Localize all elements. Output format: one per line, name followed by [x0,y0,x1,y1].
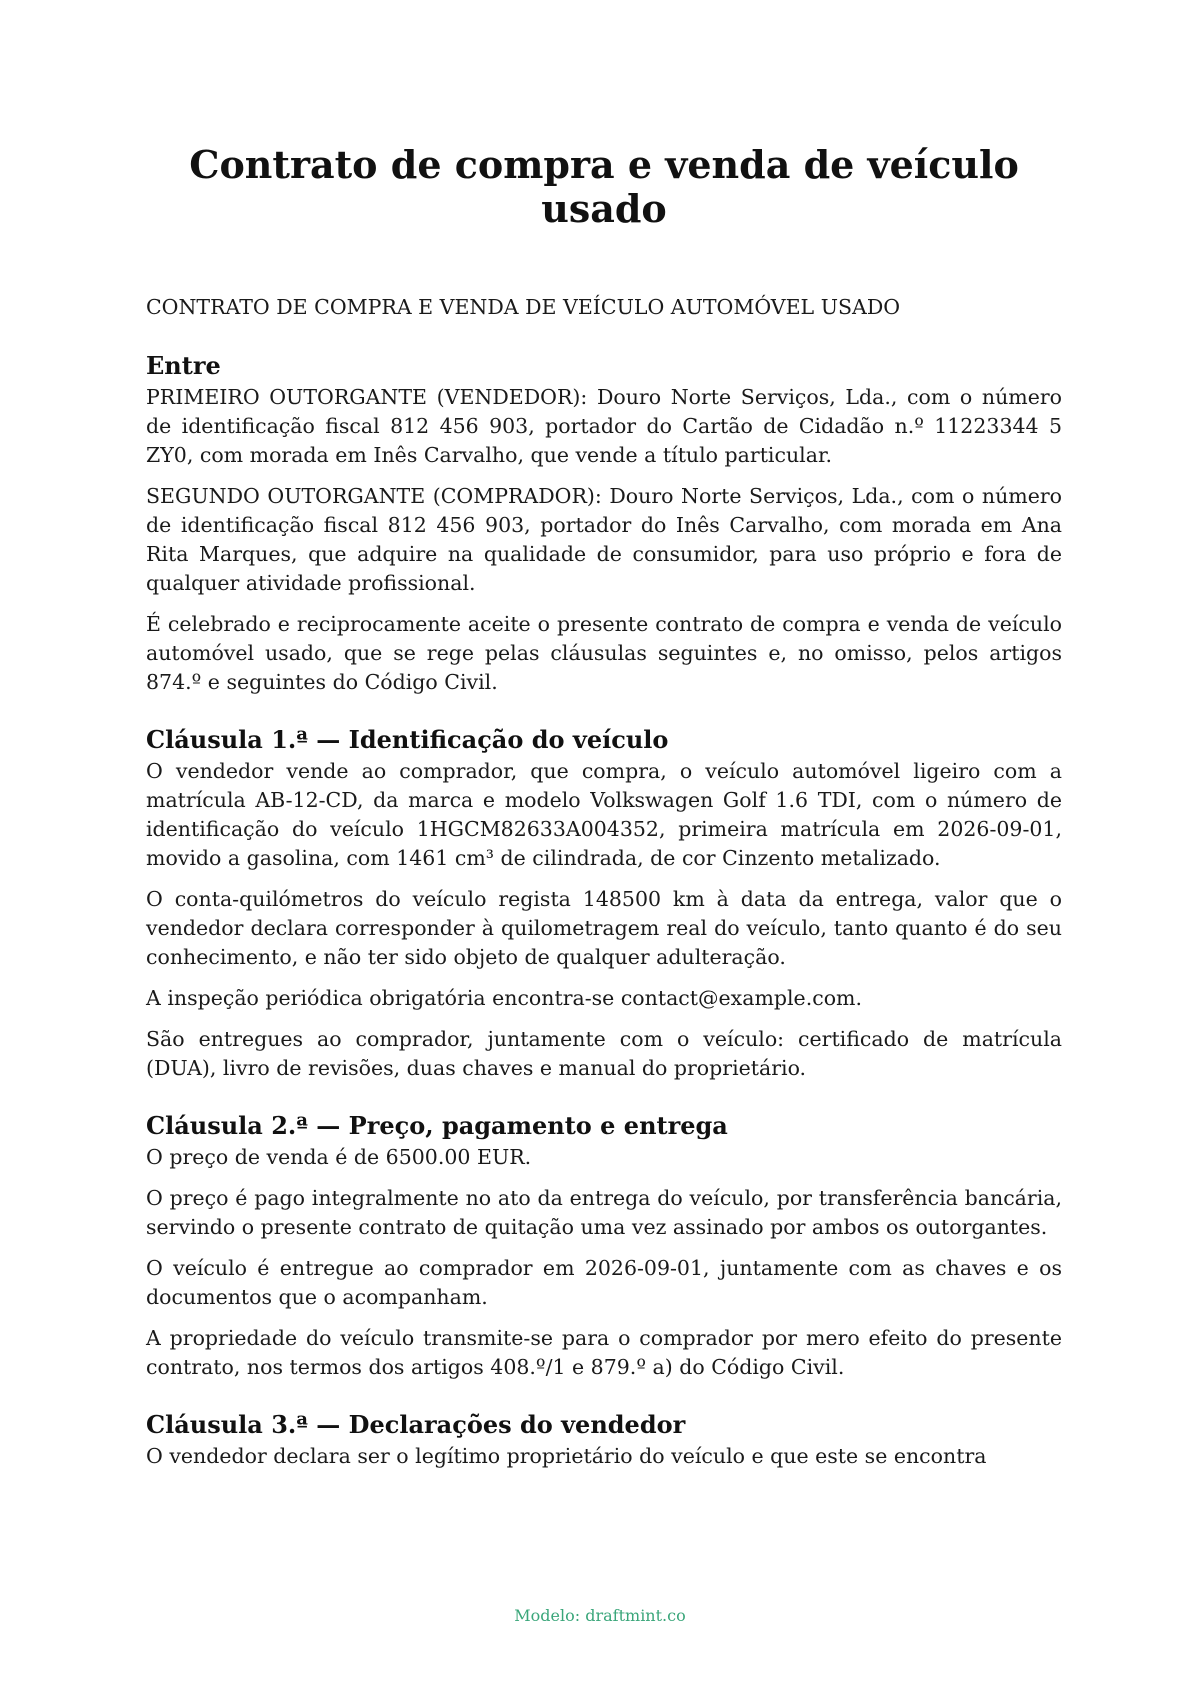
paragraph-seller-declaration: O vendedor declara ser o legítimo proprietário do veículo e que este se encontra [146,1444,987,1468]
document-title: Contrato de compra e venda de veículo usado [189,142,1019,231]
footer-attribution: Modelo: draftmint.co [514,1606,686,1625]
paragraph-vehicle-identification: O vendedor vende ao comprador, que compra, o veículo automóvel ligeiro com a matrícula AB-12-CD, da marca e modelo Volkswagen Golf 1.6 TDI, com o número de identificação do veículo 1HGCM82633A004352, primeira matrícula em 2026-09-01, movido a gasolina, com 1461 cm³ de cilindrada, de cor Cinzento metalizado. [146,759,1062,870]
section-heading-clause-3: Cláusula 3.ª — Declarações do vendedor [146,1410,686,1439]
contract-subtitle: CONTRATO DE COMPRA E VENDA DE VEÍCULO AUTOMÓVEL USADO [146,295,901,319]
section-heading-parties: Entre [146,351,221,380]
paragraph-inspection: A inspeção periódica obrigatória encontra-se contact@example.com. [146,986,862,1010]
paragraph-price: O preço de venda é de 6500.00 EUR. [146,1145,532,1169]
paragraph-payment: O preço é pago integralmente no ato da entrega do veículo, por transferência bancária, servindo o presente contrato de quitação uma vez assinado por ambos os outorgantes. [146,1186,1062,1239]
paragraph-documents: São entregues ao comprador, juntamente com o veículo: certificado de matrícula (DUA), livro de revisões, duas chaves e manual do proprietário. [146,1027,1062,1080]
paragraph-ownership: A propriedade do veículo transmite-se para o comprador por mero efeito do presente contrato, nos termos dos artigos 408.º/1 e 879.º a) do Código Civil. [146,1326,1062,1379]
paragraph-buyer: SEGUNDO OUTORGANTE (COMPRADOR): Douro Norte Serviços, Lda., com o número de identificação fiscal 812 456 903, portador do Inês Carvalho, com morada em Ana Rita Marques, que adquire na qualidade de consumidor, para uso próprio e fora de qualquer atividade profissional. [146,484,1062,595]
paragraph-odometer: O conta-quilómetros do veículo regista 148500 km à data da entrega, valor que o vendedor declara corresponder à quilometragem real do veículo, tanto quanto é do seu conhecimento, e não ter sido objeto de qualquer adulteração. [146,887,1062,969]
clause-2-section [146,1111,1062,1382]
document-page [146,0,1062,1483]
section-heading-clause-2: Cláusula 2.ª — Preço, pagamento e entrega [146,1111,728,1140]
paragraph-seller: PRIMEIRO OUTORGANTE (VENDEDOR): Douro Norte Serviços, Lda., com o número de identificação fiscal 812 456 903, portador do Cartão de Cidadão n.º 11223344 5 ZY0, com morada em Inês Carvalho, que vende a título particular. [146,385,1062,467]
paragraph-delivery: O veículo é entregue ao comprador em 2026-09-01, juntamente com as chaves e os documentos que o acompanham. [146,1256,1062,1309]
section-heading-clause-1: Cláusula 1.ª — Identificação do veículo [146,725,669,754]
clause-3-section [146,1410,1062,1471]
clause-1-section [146,725,1062,1083]
parties-section [146,351,1062,697]
paragraph-agreement: É celebrado e reciprocamente aceite o presente contrato de compra e venda de veículo automóvel usado, que se rege pelas cláusulas seguintes e, no omisso, pelos artigos 874.º e seguintes do Código Civil. [146,612,1062,694]
